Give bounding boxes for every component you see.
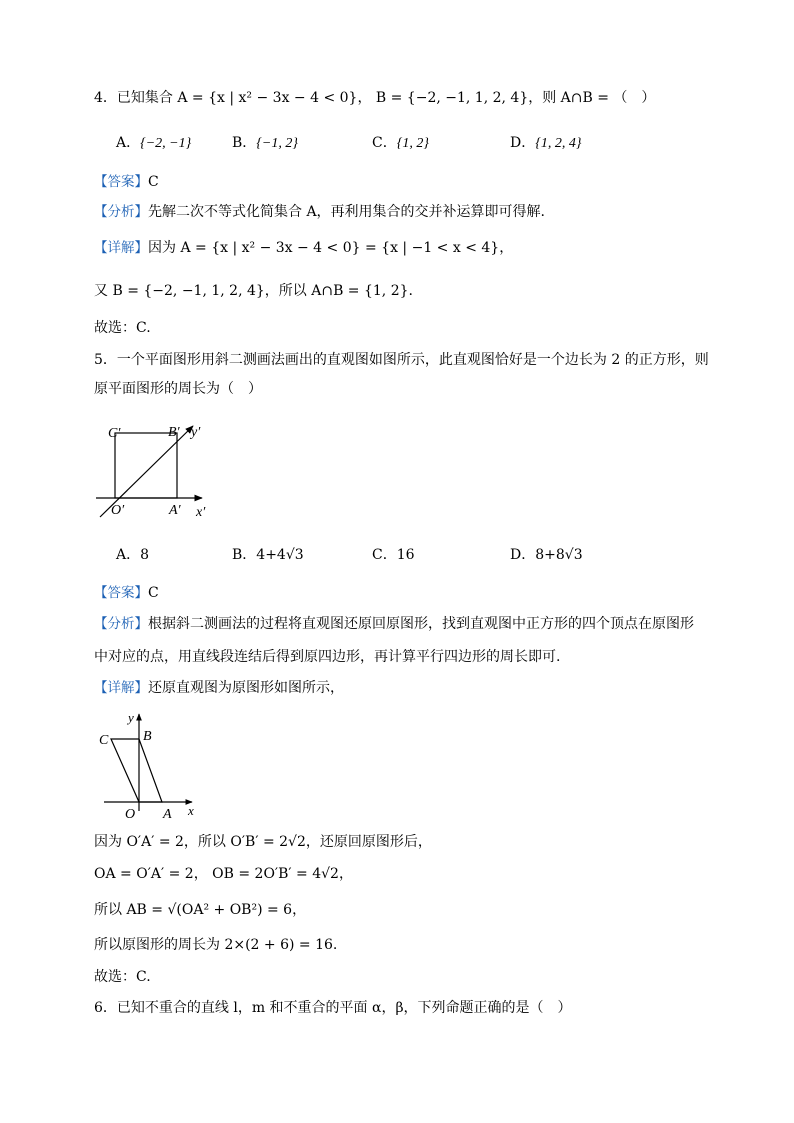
- q5-oblique-figure: [90, 416, 230, 526]
- q5-solution-line-2: OA = O′A′ = 2， OB = 2O′B′ = 4√2，: [94, 866, 353, 882]
- q5-option-c: [372, 544, 415, 564]
- answer-value: C: [148, 174, 159, 190]
- q5-analysis-1: [94, 614, 694, 634]
- analysis-tag: 【分析】: [94, 616, 148, 632]
- answer-tag: 【答案】: [94, 585, 148, 601]
- option-label: A．: [116, 547, 141, 563]
- option-text: 8: [140, 547, 150, 563]
- q5-option-d: [510, 544, 583, 564]
- detail-tag: 【详解】: [94, 240, 148, 256]
- q5-solution-line-3: 所以 AB = √(OA² + OB²) = 6，: [94, 902, 307, 918]
- label-x: x: [188, 803, 194, 818]
- q4-analysis: [94, 202, 545, 222]
- q4-option-b: [232, 132, 298, 152]
- q4-option-a: [116, 132, 191, 152]
- detail-text: 因为 A = {x | x² − 3x − 4 < 0} = {x | −1 < x < 4}，: [148, 240, 514, 256]
- detail-tag: 【详解】: [94, 680, 148, 696]
- option-label: D．: [510, 135, 536, 151]
- q5-option-b: [232, 544, 304, 564]
- q5-analysis-2: 中对应的点，用直线段连结后得到原四边形，再计算平行四边形的周长即可.: [94, 649, 561, 665]
- square-outline: [115, 433, 177, 498]
- label-b-prime: B′: [168, 425, 180, 440]
- q6-stem: 6．已知不重合的直线 l，m 和不重合的平面 α，β，下列命题正确的是（ ）: [94, 1000, 572, 1016]
- q5-detail: [94, 678, 344, 698]
- option-label: A．: [116, 135, 141, 151]
- q5-solution-line-4: 所以原图形的周长为 2×(2 + 6) = 16.: [94, 937, 338, 953]
- option-label: B．: [232, 135, 257, 151]
- option-text: {1, 2, 4}: [535, 136, 582, 151]
- answer-tag: 【答案】: [94, 174, 148, 190]
- q5-stem-1: 5．一个平面图形用斜二测画法画出的直观图如图所示，此直观图恰好是一个边长为 2 的正方形，则: [94, 352, 709, 368]
- q5-original-figure: [96, 708, 206, 823]
- option-label: B．: [232, 547, 257, 563]
- q4-answer: [94, 172, 159, 192]
- label-o: O: [125, 807, 136, 822]
- label-o-prime: O′: [111, 503, 125, 518]
- option-label: C．: [372, 547, 397, 563]
- label-a: A: [163, 807, 172, 822]
- q4-option-d: [510, 132, 581, 152]
- label-a-prime: A′: [169, 503, 181, 518]
- label-c-prime: C′: [108, 426, 121, 441]
- q5-choose: 故选：C.: [94, 969, 151, 985]
- q4-option-c: [372, 132, 429, 152]
- analysis-tag: 【分析】: [94, 204, 148, 220]
- option-text: {−2, −1}: [140, 136, 192, 151]
- q4-detail-2: 又 B = {−2, −1, 1, 2, 4}，所以 A∩B = {1, 2}.: [94, 283, 413, 299]
- analysis-text: 先解二次不等式化简集合 A，再利用集合的交并补运算即可得解.: [148, 204, 546, 220]
- q5-solution-line-1: 因为 O′A′ = 2，所以 O′B′ = 2√2，还原回原图形后，: [94, 834, 432, 850]
- label-y: y: [128, 710, 134, 725]
- option-text: {−1, 2}: [256, 136, 298, 151]
- q4-detail: [94, 238, 513, 258]
- option-text: 16: [396, 547, 415, 563]
- option-label: C．: [372, 135, 397, 151]
- detail-text: 还原直观图为原图形如图所示，: [148, 680, 344, 696]
- q4-stem: 4．已知集合 A = {x | x² − 3x − 4 < 0}， B = {−2, −1, 1, 2, 4}，则 A∩B = （ ）: [94, 90, 656, 106]
- analysis-text: 根据斜二测画法的过程将直观图还原回原图形，找到直观图中正方形的四个顶点在原图形: [148, 616, 694, 632]
- q4-choose: 故选：C.: [94, 320, 151, 336]
- label-y-prime: y′: [191, 425, 201, 440]
- q5-option-a: [116, 544, 149, 564]
- label-x-prime: x′: [196, 505, 206, 520]
- q5-answer: [94, 583, 159, 603]
- option-text: {1, 2}: [396, 136, 429, 151]
- answer-value: C: [148, 585, 159, 601]
- label-b: B: [143, 729, 152, 744]
- option-text: 4+4√3: [256, 547, 304, 563]
- option-text: 8+8√3: [535, 547, 583, 563]
- label-c: C: [99, 733, 109, 748]
- option-label: D．: [510, 547, 536, 563]
- parallelogram-outline: [111, 739, 162, 802]
- q5-stem-2: 原平面图形的周长为（ ）: [94, 381, 262, 397]
